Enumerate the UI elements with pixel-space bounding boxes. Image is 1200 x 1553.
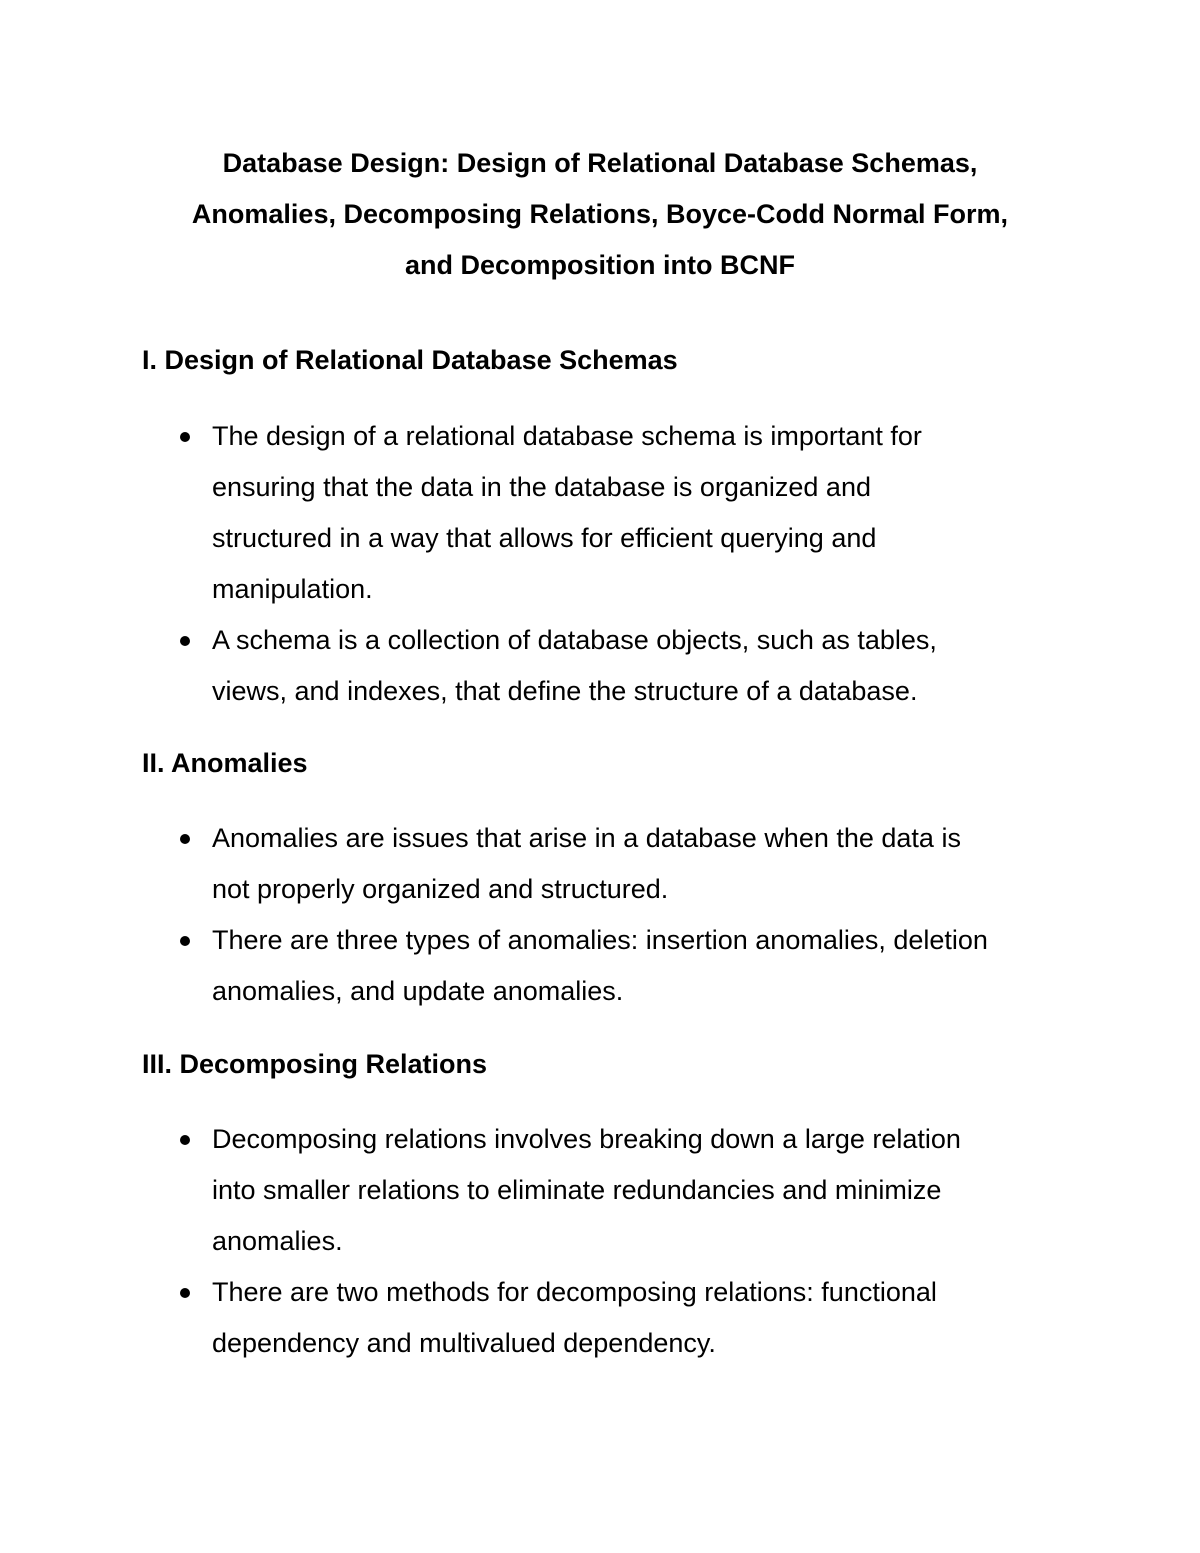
bullet-icon	[180, 936, 190, 946]
bullet-text-line: There are three types of anomalies: insertion anomalies, deletion	[212, 925, 988, 955]
bullet-text-line: Anomalies are issues that arise in a database when the data is	[212, 823, 961, 853]
list-item	[175, 411, 1075, 615]
bullet-text-line: Decomposing relations involves breaking down a large relation	[212, 1124, 961, 1154]
bullet-text-line: A schema is a collection of database objects, such as tables,	[212, 625, 937, 655]
bullet-text-line: structured in a way that allows for efficient querying and	[212, 523, 877, 553]
bullet-icon	[180, 636, 190, 646]
section-heading-anomalies: II. Anomalies	[142, 748, 308, 778]
list-item	[175, 1114, 1075, 1267]
bullet-text-line: anomalies, and update anomalies.	[212, 976, 624, 1006]
list-item	[175, 615, 1075, 717]
bullet-list-anomalies	[175, 813, 1075, 1017]
bullet-text-line: There are two methods for decomposing relations: functional	[212, 1277, 937, 1307]
bullet-text-line: ensuring that the data in the database is organized and	[212, 472, 871, 502]
document-title	[100, 138, 1100, 291]
bullet-text-line: anomalies.	[212, 1226, 343, 1256]
list-item	[175, 915, 1075, 1017]
bullet-icon	[180, 1135, 190, 1145]
bullet-icon	[180, 834, 190, 844]
bullet-list-decomposing-relations	[175, 1114, 1075, 1369]
list-item	[175, 813, 1075, 915]
bullet-text-line: dependency and multivalued dependency.	[212, 1328, 716, 1358]
document-title-line: and Decomposition into BCNF	[405, 250, 795, 280]
section-heading-design-schemas: I. Design of Relational Database Schemas	[142, 345, 678, 375]
bullet-text-line: The design of a relational database schema is important for	[212, 421, 922, 451]
bullet-text-line: views, and indexes, that define the structure of a database.	[212, 676, 918, 706]
list-item	[175, 1267, 1075, 1369]
bullet-icon	[180, 1288, 190, 1298]
bullet-text-line: not properly organized and structured.	[212, 874, 669, 904]
bullet-text-line: manipulation.	[212, 574, 373, 604]
bullet-list-design-schemas	[175, 411, 1075, 717]
bullet-text-line: into smaller relations to eliminate redundancies and minimize	[212, 1175, 942, 1205]
section-heading-decomposing-relations: III. Decomposing Relations	[142, 1049, 488, 1079]
document-title-line: Database Design: Design of Relational Database Schemas,	[222, 148, 978, 178]
document-title-line: Anomalies, Decomposing Relations, Boyce-Codd Normal Form,	[191, 199, 1009, 229]
bullet-icon	[180, 432, 190, 442]
